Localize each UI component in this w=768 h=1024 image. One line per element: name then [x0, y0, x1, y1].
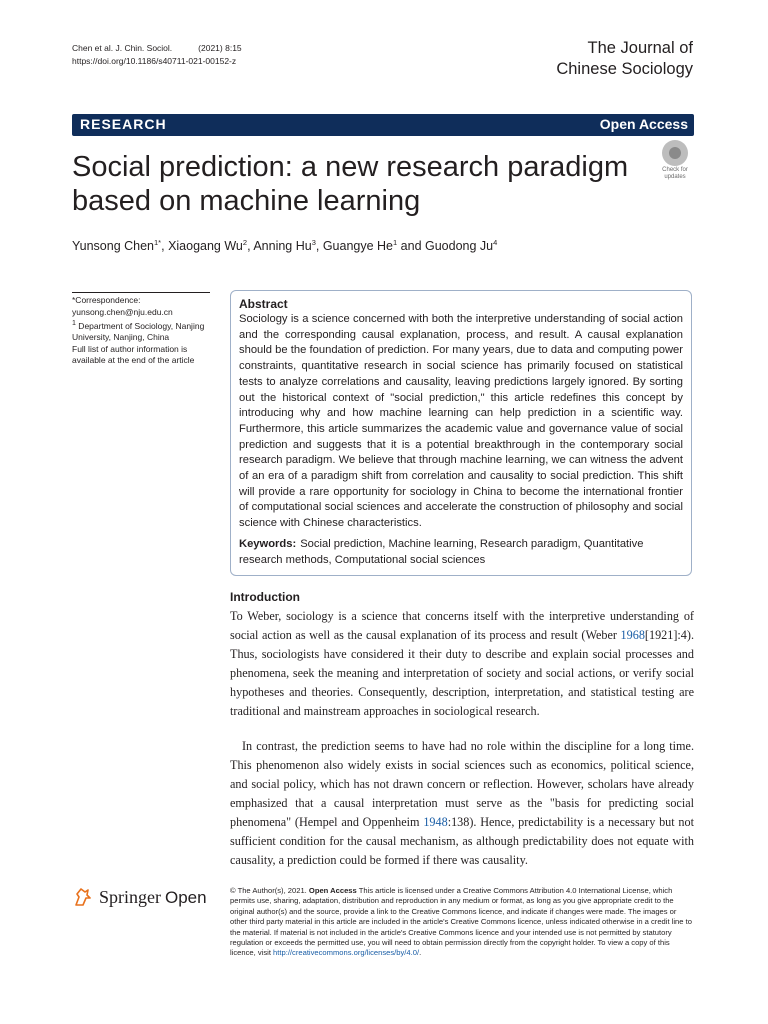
- citation: [72, 42, 242, 68]
- open-access-label: Open Access: [599, 116, 688, 132]
- abstract-box: [230, 290, 692, 576]
- publisher-suffix: Open: [165, 887, 207, 907]
- reference-link[interactable]: 1948: [423, 815, 448, 829]
- section-banner: [72, 114, 694, 136]
- check-for-updates-icon: [662, 140, 688, 166]
- badge-line1: Check for: [662, 167, 688, 173]
- correspondence-email[interactable]: yunsong.chen@nju.edu.cn: [72, 306, 173, 317]
- affiliation: $^1$ Department of Sociology, Nanjing University, Nanjing, China: [72, 319, 205, 343]
- publisher-logo: [72, 886, 207, 908]
- author-affiliation-sup: 2: [242, 238, 248, 247]
- reference-link[interactable]: 1968: [620, 628, 645, 642]
- check-for-updates-badge[interactable]: [655, 140, 695, 181]
- correspondence-label: *Correspondence:: [72, 295, 141, 305]
- author-list: Yunsong Chen$^{1*}$, Xiaogang Wu$^2$, Anning Hu$^3$, Guangye He$^1$ and Guodong Ju$^4$: [72, 238, 498, 254]
- journal-name-line2: Chinese Sociology: [556, 60, 693, 78]
- intro-paragraph-1: To Weber, sociology is a science that concerns itself with the interpretive understanding of social action as well as the causal explanation of its process and result (Weber 1968[1921]:4). Thus, sociologists have considered it their duty to describe and explain social processes and phenomena, seek the meaning and interpretation of society and social actions, or verify social hypotheses and theories. Consequently, description, interpretation, and statistical testing are traditional and mainstream approaches in sociological research.: [230, 609, 694, 718]
- citation-journal: Chen et al. J. Chin. Sociol.: [72, 43, 173, 53]
- author-name[interactable]: Yunsong Chen: [72, 239, 155, 254]
- keywords-list: Social prediction, Machine learning, Research paradigm, Quantitative research methods, Computational social sciences: [239, 537, 644, 566]
- correspondence-note: [72, 292, 210, 367]
- springer-horse-icon: [72, 886, 94, 908]
- citation-volume: (2021) 8:15: [198, 43, 242, 53]
- section-label: RESEARCH: [80, 116, 167, 132]
- keywords-label: Keywords:: [239, 537, 297, 550]
- article-title: Social prediction: a new research paradigm based on machine learning: [72, 151, 629, 217]
- doi-link[interactable]: https://doi.org/10.1186/s40711-021-00152-z: [72, 56, 237, 66]
- badge-line2: updates: [664, 174, 686, 180]
- author-affiliation-sup: 1: [393, 238, 398, 247]
- keywords: [239, 537, 683, 568]
- author-name[interactable]: Xiaogang Wu: [168, 239, 243, 254]
- author-info-note: Full list of author information is available at the end of the article: [72, 343, 195, 366]
- author-affiliation-sup: 3: [311, 238, 316, 247]
- license-text: © The Author(s), 2021. Open Access This article is licensed under a Creative Commons Attribution 4.0 International License, which permits use, sharing, adaptation, distribution and reproduction in any medium or format, as long as you give appropriate credit to the original author(s) and the source, provide a link to the Creative Commons licence, and indicate if changes were made. The images or other third party material in this article are included in the article's Creative Commons licence, unless indicated otherwise in a credit line to the material. If material is not included in the article's Creative Commons licence and your intended use is not permitted by statutory regulation or exceeds the permitted use, you will need to obtain permission directly from the copyright holder. To view a copy of this licence, visit http://creativecommons.org/licenses/by/4.0/.: [230, 886, 692, 958]
- abstract-heading: Abstract: [239, 297, 288, 311]
- publisher-name: Springer: [99, 886, 161, 907]
- author-name[interactable]: Guangye He: [322, 239, 394, 254]
- license-link[interactable]: http://creativecommons.org/licenses/by/4.0/: [273, 948, 420, 958]
- abstract-text: Sociology is a science concerned with both the interpretive understanding of social action and the corresponding causal explanation, process, and result. A causal explanation should be the foundation of prediction. For many years, due to data and computing power constraints, quantitative research in social science has primarily focused on statistical tests to analyze correlations and causality, leaving predictions largely ignored. By sorting out the historical context of "social prediction," this article redefines this concept by introducing why and how machine learning can help prediction in a scientific way. Furthermore, this article summarizes the academic value and governance value of social prediction and suggests that it is a potential breakthrough in the contemporary social research paradigm. We believe that through machine learning, we can witness the advent of an era of a paradigm shift from correlation and causality to social prediction. This shift will provide a rare opportunity for sociology in China to become the international frontier of computational social sciences and accelerate the construction of philosophy and social science with Chinese characteristics.: [239, 313, 683, 530]
- journal-name-line1: The Journal of: [587, 39, 693, 57]
- intro-paragraph-2: In contrast, the prediction seems to have had no role within the discipline for a long time. This phenomenon also widely exists in social sciences such as economics, political science, and social policy, which has not drawn concern or reflection. However, scholars have already emphasized that a causal interpretation must serve as the "basis for predicting social phenomena" (Hempel and Oppenheim 1948:138). Hence, predictability is a necessary but not sufficient condition for the causal mechanism, as although predictability does not equate with causality, a prediction could be formed if there was causality.: [230, 739, 695, 867]
- author-name[interactable]: Anning Hu: [253, 239, 312, 254]
- introduction-heading: Introduction: [230, 590, 300, 604]
- author-affiliation-sup: 4: [493, 238, 498, 247]
- author-affiliation-sup: 1*: [154, 238, 162, 247]
- journal-name: [556, 38, 693, 80]
- author-name[interactable]: Guodong Ju: [425, 239, 494, 254]
